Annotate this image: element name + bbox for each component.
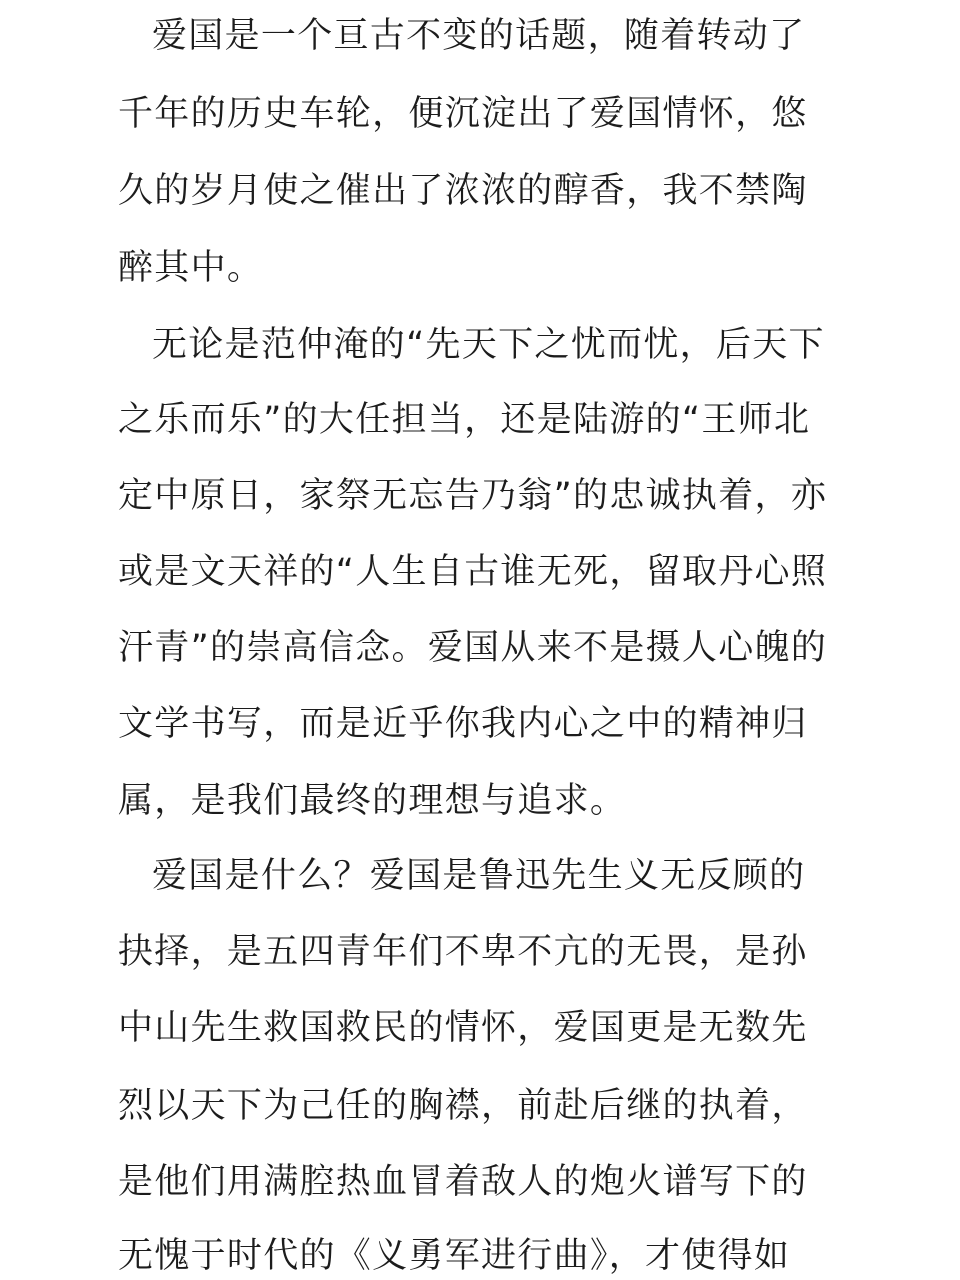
text-line: 定中原日，家祭无忘告乃翁”的忠诚执着，亦 bbox=[118, 476, 828, 516]
text-line: 属，是我们最终的理想与追求。 bbox=[118, 781, 627, 821]
text-line: 文学书写，而是近乎你我内心之中的精神归 bbox=[118, 704, 808, 744]
text-line: 汗青”的崇高信念。爱国从来不是摄人心魄的 bbox=[118, 628, 828, 668]
text-line: 之乐而乐”的大任担当，还是陆游的“王师北 bbox=[118, 400, 811, 440]
text-line: 爱国是一个亘古不变的话题，随着转动了 bbox=[152, 16, 806, 56]
text-line: 是他们用满腔热血冒着敌人的炮火谱写下的 bbox=[118, 1162, 808, 1202]
text-line: 久的岁月使之催出了浓浓的醇香，我不禁陶 bbox=[118, 171, 808, 211]
text-line: 醉其中。 bbox=[118, 248, 264, 288]
text-line: 抉择，是五四青年们不卑不亢的无畏，是孙 bbox=[118, 932, 808, 972]
text-line: 爱国是什么？爱国是鲁迅先生义无反顾的 bbox=[152, 856, 806, 896]
text-line: 或是文天祥的“人生自古谁无死，留取丹心照 bbox=[118, 552, 828, 592]
text-line: 无愧于时代的《义勇军进行曲》，才使得如 bbox=[118, 1236, 791, 1276]
text-line: 千年的历史车轮，便沉淀出了爱国情怀，悠 bbox=[118, 94, 808, 134]
text-line: 烈以天下为己任的胸襟，前赴后继的执着， bbox=[118, 1086, 808, 1126]
text-line: 中山先生救国救民的情怀，爱国更是无数先 bbox=[118, 1008, 808, 1048]
text-line: 无论是范仲淹的“先天下之忧而忧，后天下 bbox=[152, 325, 825, 365]
